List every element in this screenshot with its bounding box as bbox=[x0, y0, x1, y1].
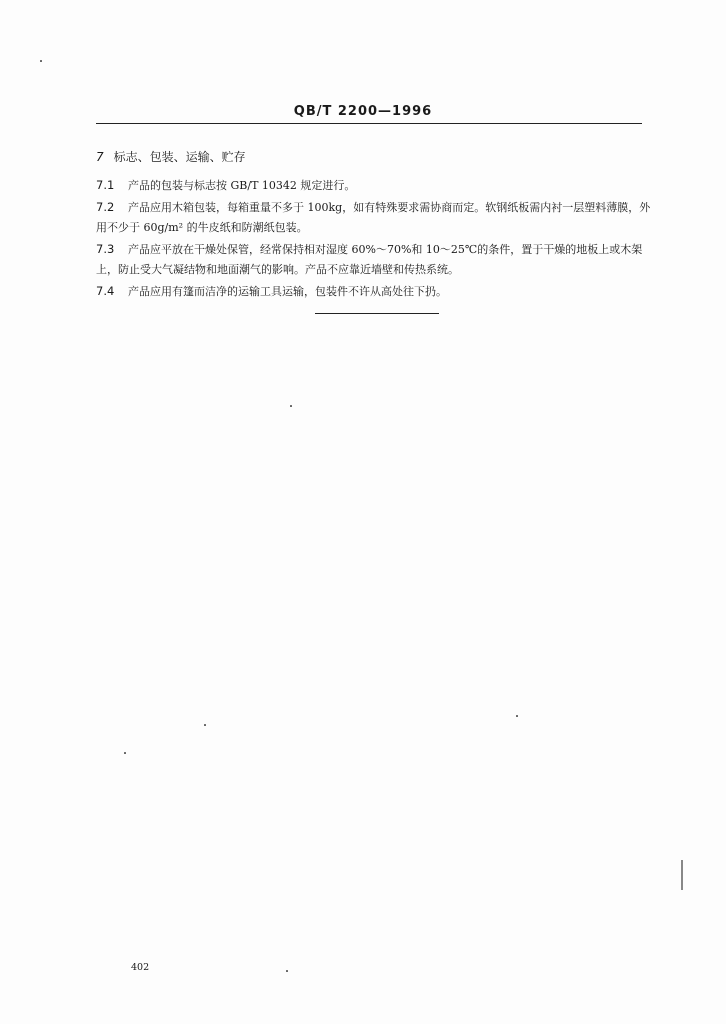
clause-number: 7.2 bbox=[96, 199, 115, 214]
scan-speck bbox=[40, 60, 42, 62]
standard-code-header: QB/T 2200—1996 bbox=[293, 104, 433, 119]
scan-edge-mark bbox=[681, 860, 683, 890]
section-title: 标志、包装、运输、贮存 bbox=[113, 150, 246, 164]
scan-speck bbox=[204, 724, 206, 726]
section-number: 7 bbox=[96, 150, 104, 164]
clause-item bbox=[96, 239, 656, 281]
section-heading bbox=[96, 148, 246, 165]
clause-text: 产品应平放在干燥处保管，经常保持相对湿度 60%～70%和 10～25℃的条件，置于干燥的地板上或木架上，防止受大气凝结物和地面潮气的影响。产品不应靠近墙壁和传热系统。 bbox=[96, 242, 643, 276]
page-number: 402 bbox=[131, 962, 150, 973]
clause-number: 7.3 bbox=[96, 241, 115, 256]
clause-number: 7.4 bbox=[96, 283, 115, 298]
clause-text: 产品的包装与标志按 GB/T 10342 规定进行。 bbox=[128, 179, 356, 192]
clause-text: 产品应用有篷而洁净的运输工具运输，包装件不许从高处往下扔。 bbox=[128, 284, 447, 298]
clause-number: 7.1 bbox=[96, 178, 115, 192]
scan-speck bbox=[286, 970, 288, 972]
clause-item bbox=[96, 281, 656, 303]
clause-item bbox=[96, 175, 656, 197]
clause-item bbox=[96, 197, 656, 239]
scan-speck bbox=[290, 405, 292, 407]
clause-list bbox=[96, 175, 656, 302]
header-divider bbox=[96, 123, 642, 124]
scan-speck bbox=[124, 752, 126, 754]
scan-speck bbox=[516, 715, 518, 717]
clause-text: 产品应用木箱包装，每箱重量不多于 100kg，如有特殊要求需协商而定。软钢纸板需内衬一层塑料薄膜，外用不少于 60g/m² 的牛皮纸和防潮纸包装。 bbox=[96, 200, 651, 234]
end-of-text-rule bbox=[315, 313, 439, 314]
